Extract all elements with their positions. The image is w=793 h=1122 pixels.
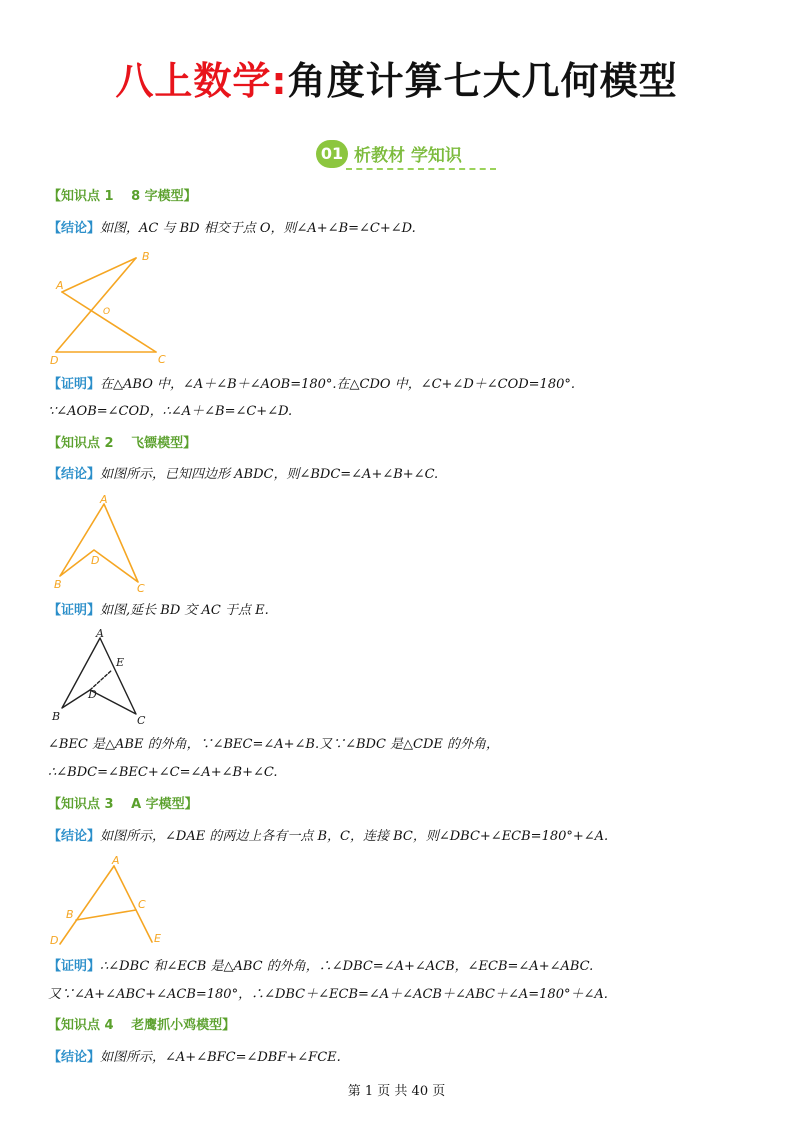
kp2-conclusion: 如图所示，已知四边形 ABDC，则∠BDC=∠A+∠B+∠C. <box>100 467 439 482</box>
kp1-edge-ab <box>62 258 136 292</box>
kp3-conclusion-tag: 【结论】 <box>48 829 101 844</box>
kp3-segment-bc <box>76 910 136 920</box>
kp1-figure <box>48 246 178 368</box>
kp2-conclusion-line <box>48 466 438 484</box>
kp2-conclusion-tag: 【结论】 <box>48 467 101 482</box>
kp2-proof-figure <box>48 626 158 730</box>
kp3-proof-tag: 【证明】 <box>48 959 101 974</box>
kp2-proof-intro: 如图,延长 BD 交 AC 于点 E. <box>100 603 269 618</box>
page-title <box>0 50 793 105</box>
kp3-heading: 【知识点 3 A 字模型】 <box>48 797 198 812</box>
kp4-heading: 【知识点 4 老鹰抓小鸡模型】 <box>48 1018 236 1033</box>
kp1-label-d: D <box>50 354 59 367</box>
kp2-proof-quadrilateral <box>62 638 136 714</box>
kp2-proof-line <box>48 602 269 620</box>
section-number: 01 <box>316 140 348 168</box>
page-footer: 第 1 页 共 40 页 <box>347 1084 446 1099</box>
kp1-conclusion-line <box>48 220 416 238</box>
section-underline <box>346 168 496 170</box>
kp2-proof1: ∠BEC 是△ABE 的外角，∵∠BEC=∠A+∠B.又∵∠BDC 是△CDE 的外角， <box>48 737 500 752</box>
kp3-ray-ad <box>60 866 114 944</box>
kp1-proof1: 在△ABO 中，∠A＋∠B＋∠AOB=180°.在△CDO 中，∠C+∠D＋∠COD=180°. <box>100 377 576 392</box>
kp2-figure <box>48 492 158 596</box>
kp1-label-b: B <box>142 250 150 263</box>
title-part1: 八上数学: <box>115 59 288 103</box>
kp2-proof2: ∴∠BDC=∠BEC+∠C=∠A+∠B+∠C. <box>48 765 278 780</box>
section-badge <box>316 138 496 174</box>
kp2-proof-label-b: B <box>52 710 61 723</box>
kp1-edge-ac <box>62 292 156 352</box>
title-part2: 角度计算七大几何模型 <box>287 59 678 103</box>
kp2-proof-tag: 【证明】 <box>48 603 101 618</box>
kp3-ray-ae <box>114 866 152 942</box>
kp1-label-o: O <box>103 307 111 317</box>
kp3-conclusion-line <box>48 828 608 846</box>
kp3-label-b: B <box>66 908 74 921</box>
kp4-conclusion-tag: 【结论】 <box>48 1050 101 1065</box>
kp1-proof-line1 <box>48 376 575 394</box>
kp2-quadrilateral <box>60 504 138 582</box>
kp2-proof-label-e: E <box>116 656 125 669</box>
kp3-label-e: E <box>154 932 161 945</box>
kp4-conclusion: 如图所示，∠A+∠BFC=∠DBF+∠FCE. <box>100 1050 341 1065</box>
kp1-proof-tag: 【证明】 <box>48 377 101 392</box>
kp3-conclusion: 如图所示，∠DAE 的两边上各有一点 B，C，连接 BC，则∠DBC+∠ECB=180°+∠A. <box>100 829 609 844</box>
kp1-label-a: A <box>56 279 64 292</box>
kp3-label-c: C <box>138 898 146 911</box>
kp1-edge-bd <box>56 258 136 352</box>
kp2-proof-extension <box>90 670 112 690</box>
kp2-proof-label-a: A <box>96 627 104 640</box>
kp3-proof2: 又∵∠A+∠ABC+∠ACB=180°，∴∠DBC＋∠ECB=∠A＋∠ACB＋∠ABC＋∠A=180°＋∠A. <box>48 987 608 1002</box>
section-label: 析教材 学知识 <box>354 146 462 166</box>
kp2-label-b: B <box>54 578 62 591</box>
kp2-heading: 【知识点 2 飞镖模型】 <box>48 436 197 451</box>
kp1-conclusion-tag: 【结论】 <box>48 221 101 236</box>
kp1-label-c: C <box>158 353 166 366</box>
kp2-label-c: C <box>137 582 145 595</box>
kp2-label-a: A <box>100 493 108 506</box>
kp2-proof-label-c: C <box>137 714 146 727</box>
kp3-proof1: ∴∠DBC 和∠ECB 是△ABC 的外角，∴∠DBC=∠A+∠ACB，∠ECB=∠A+∠ABC. <box>100 959 594 974</box>
kp4-conclusion-line <box>48 1049 341 1067</box>
kp3-label-d: D <box>50 934 59 947</box>
kp3-label-a: A <box>112 854 120 867</box>
kp3-proof-line1 <box>48 958 593 976</box>
kp1-proof2: ∵∠AOB=∠COD，∴∠A＋∠B=∠C+∠D. <box>48 404 293 419</box>
kp3-figure <box>48 852 178 952</box>
kp1-heading: 【知识点 1 8 字模型】 <box>48 189 197 204</box>
kp1-conclusion: 如图，AC 与 BD 相交于点 O，则∠A+∠B=∠C+∠D. <box>100 221 416 236</box>
kp2-label-d: D <box>91 554 100 567</box>
kp2-proof-label-d: D <box>88 688 97 701</box>
